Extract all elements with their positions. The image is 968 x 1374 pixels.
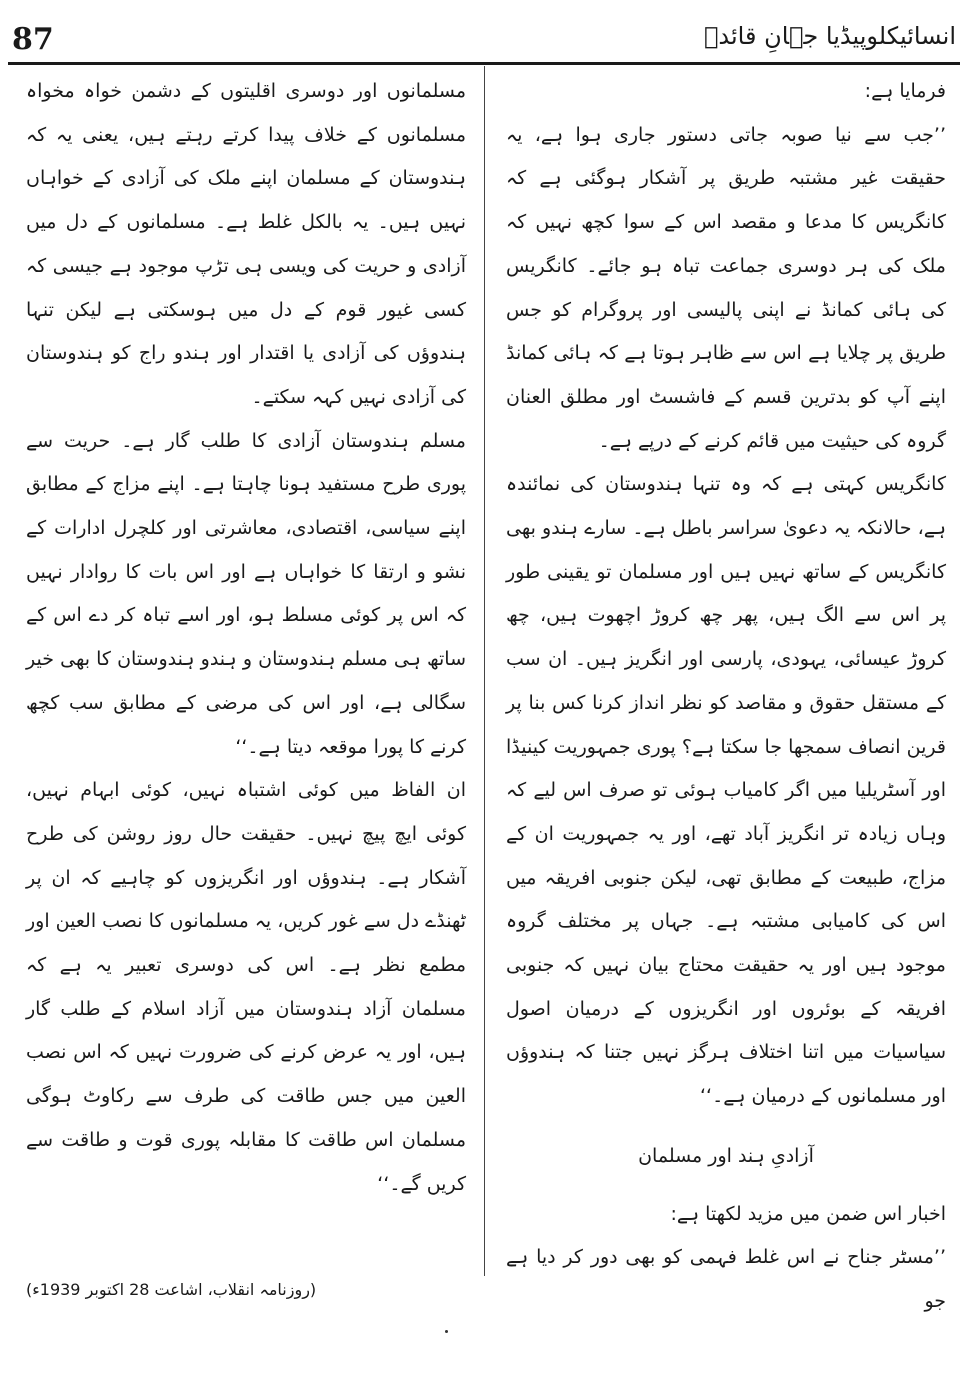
- source-citation: (روزنامہ انقلاب، اشاعت 28 اکتوبر 1939ء): [26, 1280, 317, 1299]
- left-column: [26, 70, 466, 1299]
- body-paragraph: اخبار اس ضمن میں مزید لکھتا ہے:: [670, 1202, 946, 1225]
- running-header-title: انسائیکلوپیڈیا جہانِ قائدؒ: [704, 22, 956, 50]
- body-paragraph: ان الفاظ میں کوئی اشتباہ نہیں، کوئی ابہام نہیں، کوئی ایچ پیچ نہیں۔ حقیقت حال روز روشن کی طرح آشکار ہے۔ ہندوؤں اور انگریزوں کو چاہیے کہ ان پر ٹھنڈے دل سے غور کریں، یہ مسلمانوں کا نصب العین اور مطمع نظر ہے۔ اس کی دوسری تعبیر یہ ہے کہ مسلمان آزاد ہندوستان میں آزاد اسلام کے طلب گار ہیں، اور یہ عرض کرنے کی ضرورت نہیں کہ اس نصب العین میں جس طاقت کی طرف سے رکاوٹ ہوگی مسلمان اس طاقت کا مقابلہ پوری قوت و طاقت سے کریں گے۔‘‘: [26, 779, 466, 1195]
- stray-dot: [445, 1330, 448, 1333]
- quote-paragraph: ’’جب سے نیا صوبہ جاتی دستور جاری ہوا ہے، یہ حقیقت غیر مشتبہ طریق پر آشکار ہوگئی ہے کہ کانگریس کا مدعا و مقصد اس کے سوا کچھ نہیں کہ ملک کی ہر دوسری جماعت تباہ ہو جائے۔ کانگریس کی ہائی کمانڈ نے اپنی پالیسی اور پروگرام کو جس طریق پر چلایا ہے اس سے ظاہر ہوتا ہے کہ ہائی کمانڈ اپنے آپ کو بدترین قسم کے فاشسٹ اور مطلق العنان گروہ کی حیثیت میں قائم کرنے کے درپے ہے۔: [506, 123, 946, 452]
- column-divider: [484, 66, 485, 1276]
- right-column: [506, 70, 946, 1324]
- header-rule: [8, 62, 960, 65]
- section-subheading: آزادیِ ہند اور مسلمان: [638, 1144, 814, 1167]
- body-paragraph: مسلمانوں اور دوسری اقلیتوں کے دشمن خواہ مخواہ مسلمانوں کے خلاف پیدا کرتے رہتے ہیں، یعنی یہ کہ ہندوستان کے مسلمان اپنے ملک کی آزادی کے خواہاں نہیں ہیں۔ یہ بالکل غلط ہے۔ مسلمانوں کے دل میں آزادی و حریت کی ویسی ہی تڑپ موجود ہے جیسی کہ کسی غیور قوم کے دل میں ہوسکتی ہے لیکن تنہا ہندوؤں کی آزادی یا اقتدار اور ہندو راج کو ہندوستان کی آزادی نہیں کہہ سکتے۔: [26, 80, 466, 408]
- intro-line: فرمایا ہے:: [864, 80, 946, 102]
- quote-paragraph: کانگریس کہتی ہے کہ وہ تنہا ہندوستان کی نمائندہ ہے، حالانکہ یہ دعویٰ سراسر باطل ہے۔ سارے ہندو بھی کانگریس کے ساتھ نہیں ہیں اور مسلمان تو یقینی طور پر اس سے الگ ہیں، پھر چھ کروڑ اچھوت ہیں، چھ کروڑ عیسائی، یہودی، پارسی اور انگریز ہیں۔ ان سب کے مستقل حقوق و مقاصد کو نظر انداز کرنا کس بنا پر قرین انصاف سمجھا جا سکتا ہے؟ پوری جمہوریت کینیڈا اور آسٹریلیا میں اگر کامیاب ہوئی تو صرف اس لیے کہ وہاں زیادہ تر انگریز آباد تھے، اور یہ جمہوریت ان کے مزاج، طبیعت کے مطابق تھی، لیکن جنوبی افریقہ میں اس کی کامیابی مشتبہ ہے۔ جہاں پر مختلف گروہ موجود ہیں اور یہ حقیقت محتاج بیان نہیں کہ جنوبی افریقہ کے بوئروں اور انگریزوں کے درمیان اصول سیاسیات میں اتنا اختلاف ہرگز نہیں جتنا کہ ہندوؤں اور مسلمانوں کے درمیان ہے۔‘‘: [506, 473, 946, 1108]
- body-paragraph: ’’مسٹر جناح نے اس غلط فہمی کو بھی دور کر دیا ہے جو: [506, 1246, 946, 1312]
- page-number: 87: [12, 22, 54, 57]
- body-paragraph: مسلم ہندوستان آزادی کا طلب گار ہے۔ حریت سے پوری طرح مستفید ہونا چاہتا ہے۔ اپنے مزاج کے مطابق اپنے سیاسی، اقتصادی، معاشرتی اور کلچرل ادارات کے نشو و ارتقا کا خواہاں ہے اور اس بات کا روادار نہیں کہ اس پر کوئی مسلط ہو، اور اسے تباہ کر دے اس کے ساتھ ہی مسلم ہندوستان و ہندو ہندوستان کا بھی خیر سگالی ہے، اور اس کی مرضی کے مطابق سب کچھ کرنے کا پورا موقعہ دیتا ہے۔‘‘: [26, 429, 466, 758]
